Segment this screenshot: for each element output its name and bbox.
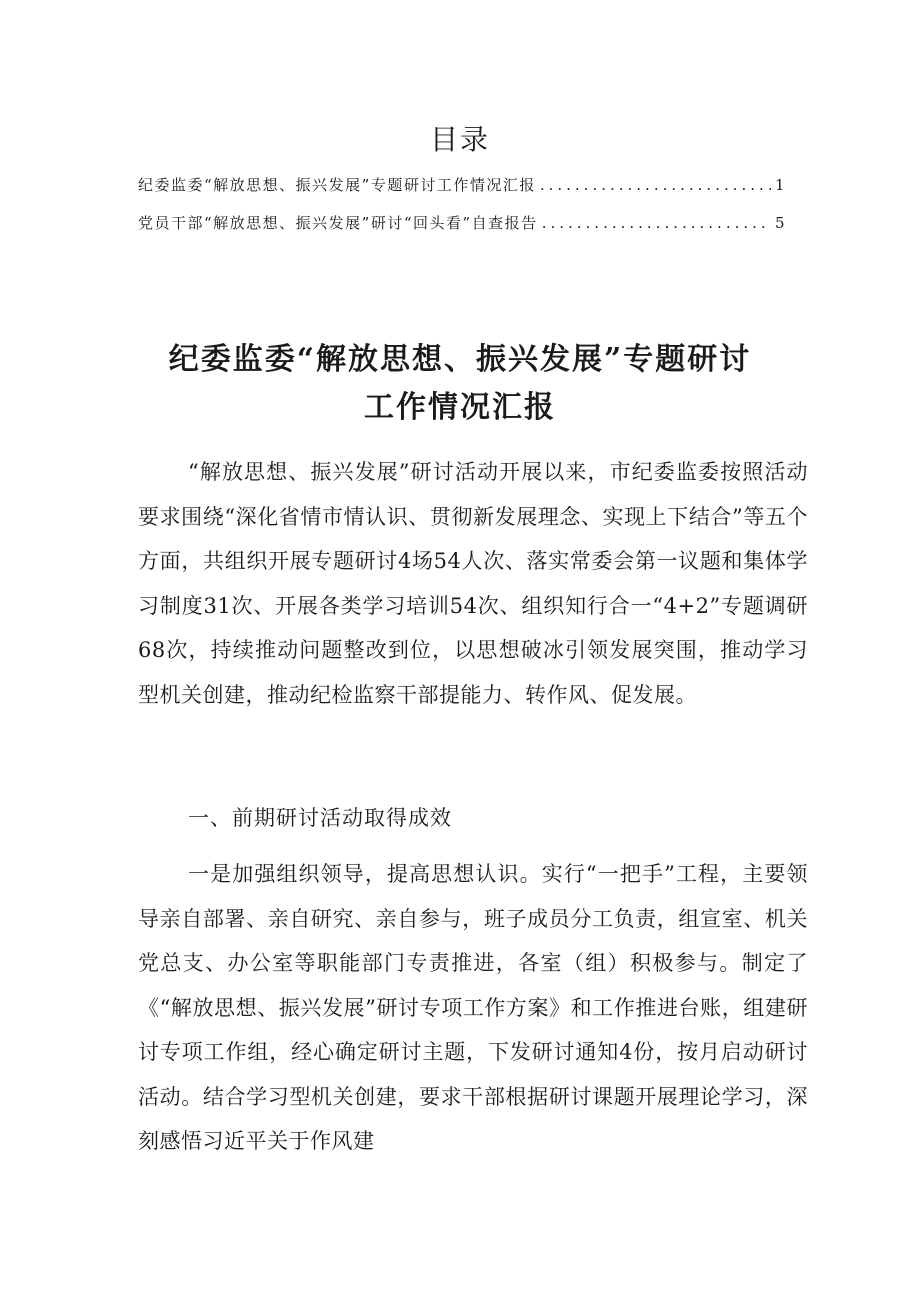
toc-title: 目录: [429, 123, 490, 156]
intro-paragraph: “解放思想、振兴发展”研讨活动开展以来，市纪委监委按照活动要求围绕“深化省情市情认识、贯彻新发展理念、实现上下结合”等五个方面，共组织开展专题研讨4场54人次、落实常委会第一议题和集体学习制度31次、开展各类学习培训54次、组织知行合一“4+2”专题调研68次，持续推动问题整改到位，以思想破冰引领发展突围，推动学习型机关创建，推动纪检监察干部提能力、转作风、促发展。: [138, 460, 808, 707]
toc-entry[interactable]: [138, 212, 786, 233]
toc-entry-page: 5: [774, 214, 786, 232]
toc-entry[interactable]: [138, 174, 786, 195]
document-title-line-2: 工作情况汇报: [364, 390, 556, 425]
toc-entry-text: 党员干部“解放思想、振兴发展”研讨“回头看”自查报告: [138, 214, 538, 232]
toc-entry-text: 纪委监委“解放思想、振兴发展”专题研讨工作情况汇报: [138, 176, 536, 194]
section-paragraph: 一是加强组织领导，提高思想认识。实行“一把手”工程，主要领导亲自部署、亲自研究、亲自参与，班子成员分工负责，组宣室、机关党总支、办公室等职能部门专责推进，各室（组）积极参与。制定了《“解放思想、振兴发展”研讨专项工作方案》和工作推进台账，组建研讨专项工作组，经心确定研讨主题，下发研讨通知4份，按月启动研讨活动。结合学习型机关创建，要求干部根据研讨课题开展理论学习，深刻感悟习近平关于作风建: [138, 862, 808, 1153]
document-title-line-1: 纪委监委“解放思想、振兴发展”专题研讨: [168, 342, 752, 377]
toc-entry-page: 1: [774, 176, 786, 194]
section-heading: 一、前期研讨活动取得成效: [188, 806, 452, 830]
toc-leader-dots: [540, 176, 771, 194]
toc-leader-dots: [542, 214, 771, 232]
